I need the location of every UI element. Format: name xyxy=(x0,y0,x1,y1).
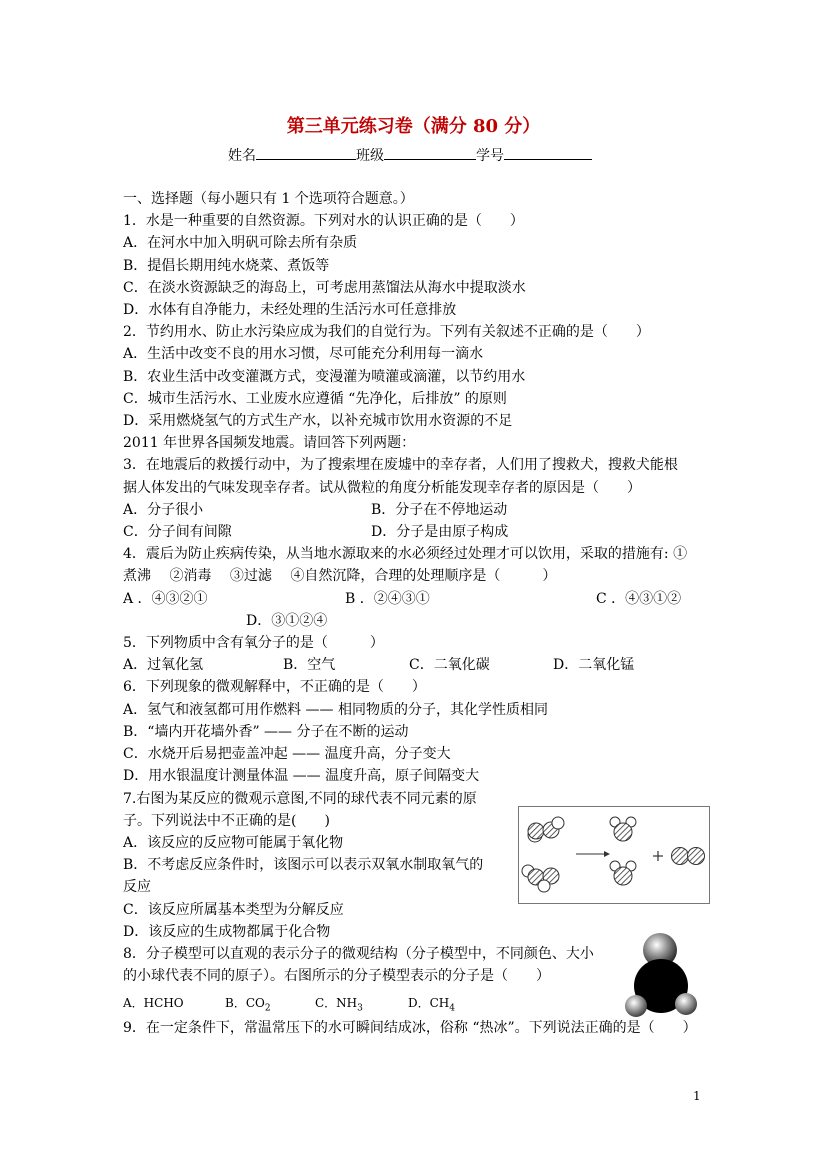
name-label: 姓名 xyxy=(228,148,256,164)
earthquake-intro: 2011 年世界各国频发地震。请回答下列两题： xyxy=(123,435,416,451)
name-blank xyxy=(256,145,356,160)
question-1-option-d: D．水体有自净能力，未经处理的生活污水可任意排放 xyxy=(123,302,457,318)
question-1-option-c: C．在淡水资源缺乏的海岛上，可考虑用蒸馏法从海水中提取淡水 xyxy=(123,280,526,296)
question-6-option-b: B．“墙内开花墙外香” —— 分子在不断的运动 xyxy=(123,724,409,740)
page-number: 1 xyxy=(693,1089,701,1103)
question-7-option-b: B．不考虑反应条件时，该图示可以表示双氧水制取氧气的 xyxy=(123,857,484,873)
question-6-option-a: A．氢气和液氢都可用作燃料 —— 相同物质的分子，其化学性质相同 xyxy=(123,702,549,718)
molecule-model-figure xyxy=(622,932,700,1020)
question-7-stem-1: 7.右图为某反应的微观示意图,不同的球代表不同元素的原 xyxy=(123,791,477,807)
class-label: 班级 xyxy=(356,148,384,164)
question-7-stem-2: 子。下列说法中不正确的是( ) xyxy=(123,813,330,829)
bottom-left-atom xyxy=(625,995,647,1017)
section-heading: 一、选择题（每小题只有 1 个选项符合题意。） xyxy=(123,191,414,207)
question-8-option-d: D．$CH_4$ xyxy=(408,996,456,1014)
question-2-option-b: B．农业生活中改变灌溉方式，变漫灌为喷灌或滴灌，以节约用水 xyxy=(123,369,526,385)
reaction-diagram-figure xyxy=(518,806,710,904)
question-7-option-a: A．该反应的反应物可能属于氧化物 xyxy=(123,835,344,851)
page-title: 第三单元练习卷（满分 80 分） xyxy=(286,116,541,137)
question-3-stem-2: 据人体发出的气味发现幸存者。试从微粒的角度分析能发现幸存者的原因是（ ） xyxy=(123,480,641,496)
question-1-option-b: B．提倡长期用纯水烧菜、煮饭等 xyxy=(123,258,330,274)
question-3-option-d: D．分子是由原子构成 xyxy=(371,524,509,540)
question-4-option-a: A ．④③②① xyxy=(123,591,208,607)
question-8-option-a: A．HCHO xyxy=(123,996,184,1010)
question-1-option-a: A．在河水中加入明矾可除去所有杂质 xyxy=(123,235,358,251)
question-2-stem: 2．节约用水、防止水污染应成为我们的自觉行为。下列有关叙述不正确的是（ ） xyxy=(123,324,650,340)
question-4-option-b: B ．②④③① xyxy=(345,591,430,607)
question-7-option-c: C．该反应所属基本类型为分解反应 xyxy=(123,902,344,918)
class-blank xyxy=(384,145,476,160)
question-8-stem-2: 的小球代表不同的原子）。右图所示的分子模型表示的分子是（ ） xyxy=(123,968,550,984)
question-3-stem-1: 3．在地震后的救援行动中，为了搜索埋在废墟中的幸存者，人们用了搜救犬，搜救犬能根 xyxy=(123,457,678,473)
question-9-stem: 9．在一定条件下，常温常压下的水可瞬间结成冰，俗称 “热冰”。下列说法正确的是（ ） xyxy=(123,1020,697,1036)
question-2-option-d: D．采用燃烧氢气的方式生产水，以补充城市饮用水资源的不足 xyxy=(123,413,513,429)
question-7-option-d: D．该反应的生成物都属于化合物 xyxy=(123,924,331,940)
question-3-option-c: C．分子间有间隙 xyxy=(123,524,232,540)
bottom-right-atom xyxy=(675,993,697,1015)
question-4-stem-1: 4．震后为防止疾病传染，从当地水源取来的水必须经过处理才可以饮用，采取的措施有: ① xyxy=(123,546,688,562)
question-6-option-c: C．水烧开后易把壶盖冲起 —— 温度升高，分子变大 xyxy=(123,746,451,762)
question-5-option-b: B．空气 xyxy=(283,657,336,673)
question-2-option-c: C．城市生活污水、工业废水应遵循 “先净化，后排放” 的原则 xyxy=(123,391,507,407)
question-4-option-d: D．③①②④ xyxy=(246,613,328,629)
question-5-option-d: D．二氧化锰 xyxy=(553,657,635,673)
id-blank xyxy=(504,145,592,160)
question-8-stem-1: 8．分子模型可以直观的表示分子的微观结构（分子模型中，不同颜色、大小 xyxy=(123,946,594,962)
student-info-line xyxy=(228,145,592,165)
question-8-option-b: B．$CO_2$ xyxy=(225,996,271,1014)
question-4-option-c: C ．④③①② xyxy=(596,591,682,607)
question-4-stem-2: 煮沸 ②消毒 ③过滤 ④自然沉降，合理的处理顺序是（ ） xyxy=(123,568,557,584)
id-label: 学号 xyxy=(476,148,504,164)
question-6-stem: 6．下列现象的微观解释中，不正确的是（ ） xyxy=(123,679,426,695)
question-2-option-a: A．生活中改变不良的用水习惯，尽可能充分利用每一滴水 xyxy=(123,346,484,362)
question-8-option-c: C．$NH_3$ xyxy=(315,996,363,1014)
question-5-stem: 5．下列物质中含有氧分子的是（ ） xyxy=(123,635,384,651)
question-5-option-a: A．过氧化氢 xyxy=(123,657,204,673)
question-6-option-d: D．用水银温度计测量体温 —— 温度升高，原子间隔变大 xyxy=(123,768,480,784)
question-3-option-b: B．分子在不停地运动 xyxy=(371,502,508,518)
question-7-option-b-cont: 反应 xyxy=(123,879,151,895)
question-1-stem: 1．水是一种重要的自然资源。下列对水的认识正确的是（ ） xyxy=(123,213,524,229)
question-5-option-c: C．二氧化碳 xyxy=(409,657,490,673)
question-3-option-a: A．分子很小 xyxy=(123,502,204,518)
